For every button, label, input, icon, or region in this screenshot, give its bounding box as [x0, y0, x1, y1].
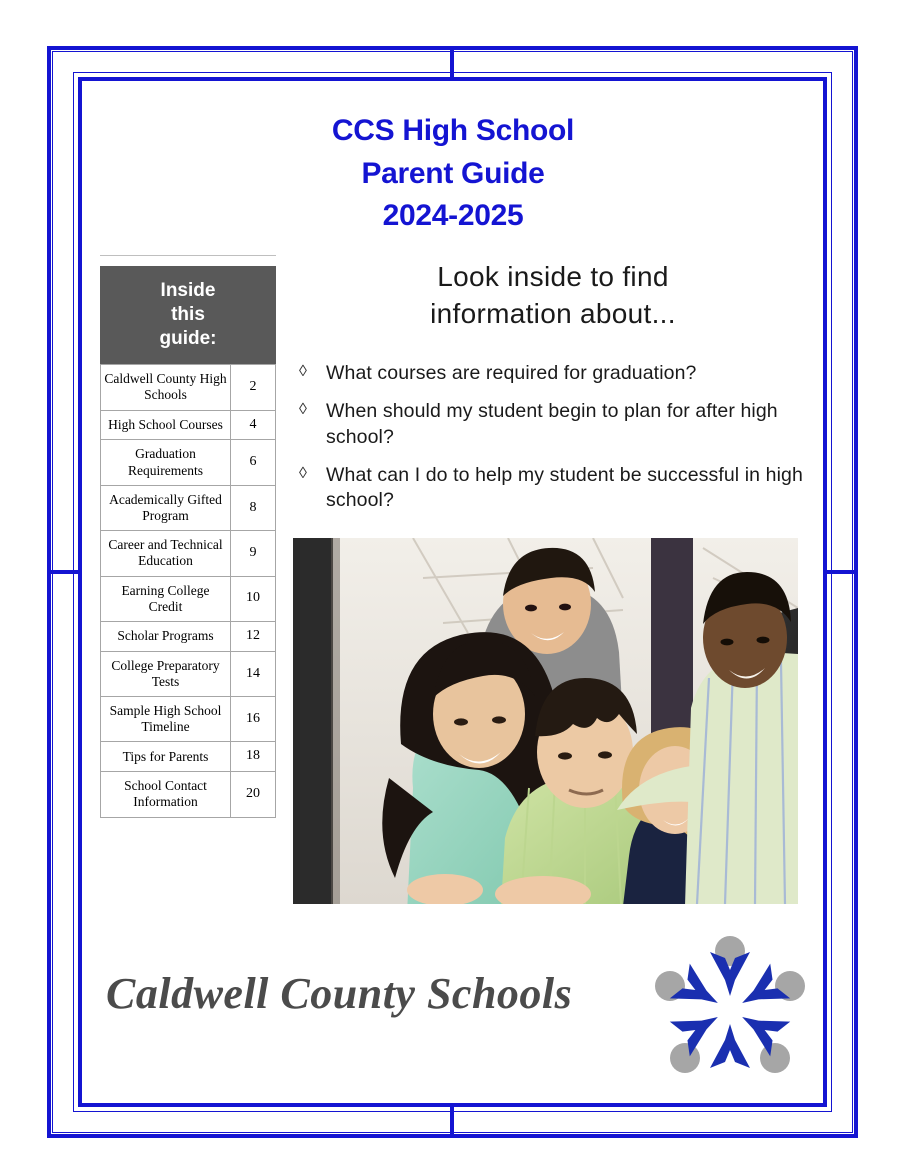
toc-row-page: 2 [231, 365, 276, 410]
toc-row-label: Sample High School Timeline [101, 697, 231, 742]
toc-row-label: Caldwell County High Schools [101, 365, 231, 410]
page-title [92, 110, 814, 238]
toc-row-label: Scholar Programs [101, 621, 231, 651]
toc-row [101, 440, 276, 485]
page-title-line-1: CCS High School [331, 114, 575, 147]
toc-row [101, 485, 276, 530]
toc-row-label: Career and Technical Education [101, 531, 231, 576]
toc-row-page: 10 [231, 576, 276, 621]
toc-row-label: High School Courses [101, 410, 231, 440]
toc-heading-line-2: this [171, 303, 205, 325]
toc-row-page: 16 [231, 697, 276, 742]
diamond-bullet-icon: ◊ [299, 464, 308, 482]
logo-person-heads [655, 936, 805, 1073]
border-outer-left [47, 46, 51, 1138]
page-title-line-3: 2024-2025 [382, 199, 524, 233]
border-segment-divider-top [450, 46, 454, 81]
table-of-contents [100, 255, 276, 818]
toc-row-page: 9 [231, 531, 276, 576]
toc-row-page: 20 [231, 772, 276, 817]
toc-heading [100, 266, 276, 364]
toc-row [101, 697, 276, 742]
toc-row-page: 8 [231, 485, 276, 530]
toc-row-label: Academically Gifted Program [101, 485, 231, 530]
intro-headline-line-2: information about... [430, 297, 676, 329]
toc-row [101, 576, 276, 621]
toc-row [101, 621, 276, 651]
toc-row [101, 531, 276, 576]
border-inner-left [78, 77, 82, 1107]
intro-headline-line-1: Look inside to find [437, 261, 669, 292]
border-segment-divider-left [47, 570, 82, 574]
toc-row-label: Graduation Requirements [101, 440, 231, 485]
toc-row-page: 6 [231, 440, 276, 485]
toc-row [101, 410, 276, 440]
toc-row-label: College Preparatory Tests [101, 651, 231, 696]
caldwell-county-schools-logo [652, 934, 808, 1084]
school-name: Caldwell County Schools [106, 969, 573, 1018]
intro-bullet-item [299, 399, 808, 450]
toc-heading-line-3: guide: [159, 327, 217, 349]
intro-bullet-list [292, 361, 814, 514]
toc-table [100, 364, 276, 817]
intro-column [292, 255, 814, 527]
toc-row-label: School Contact Information [101, 772, 231, 817]
toc-row [101, 772, 276, 817]
border-outer-right [854, 46, 858, 1138]
intro-bullet-item [299, 463, 808, 514]
border-inner-right [823, 77, 827, 1107]
toc-row [101, 742, 276, 772]
intro-bullet-text: What can I do to help my student be successful in high school? [326, 463, 803, 512]
toc-row-page: 14 [231, 651, 276, 696]
intro-headline [292, 259, 814, 333]
page-content [92, 85, 814, 1095]
intro-bullet-item [299, 361, 808, 386]
toc-row-label: Tips for Parents [101, 742, 231, 772]
border-segment-divider-right [823, 570, 858, 574]
toc-row [101, 651, 276, 696]
toc-row [101, 365, 276, 410]
toc-divider-rule [100, 255, 276, 256]
toc-row-page: 18 [231, 742, 276, 772]
toc-row-label: Earning College Credit [101, 576, 231, 621]
diamond-bullet-icon: ◊ [299, 362, 308, 380]
students-photo [293, 538, 798, 904]
page-title-line-2: Parent Guide [361, 156, 545, 190]
intro-bullet-text: When should my student begin to plan for after high school? [326, 400, 778, 448]
diamond-bullet-icon: ◊ [299, 401, 308, 419]
border-segment-divider-bottom [450, 1103, 454, 1138]
intro-bullet-text: What courses are required for graduation? [326, 361, 697, 384]
toc-heading-line-1: Inside [160, 280, 216, 301]
footer [92, 930, 814, 1080]
toc-row-page: 12 [231, 621, 276, 651]
toc-row-page: 4 [231, 410, 276, 440]
